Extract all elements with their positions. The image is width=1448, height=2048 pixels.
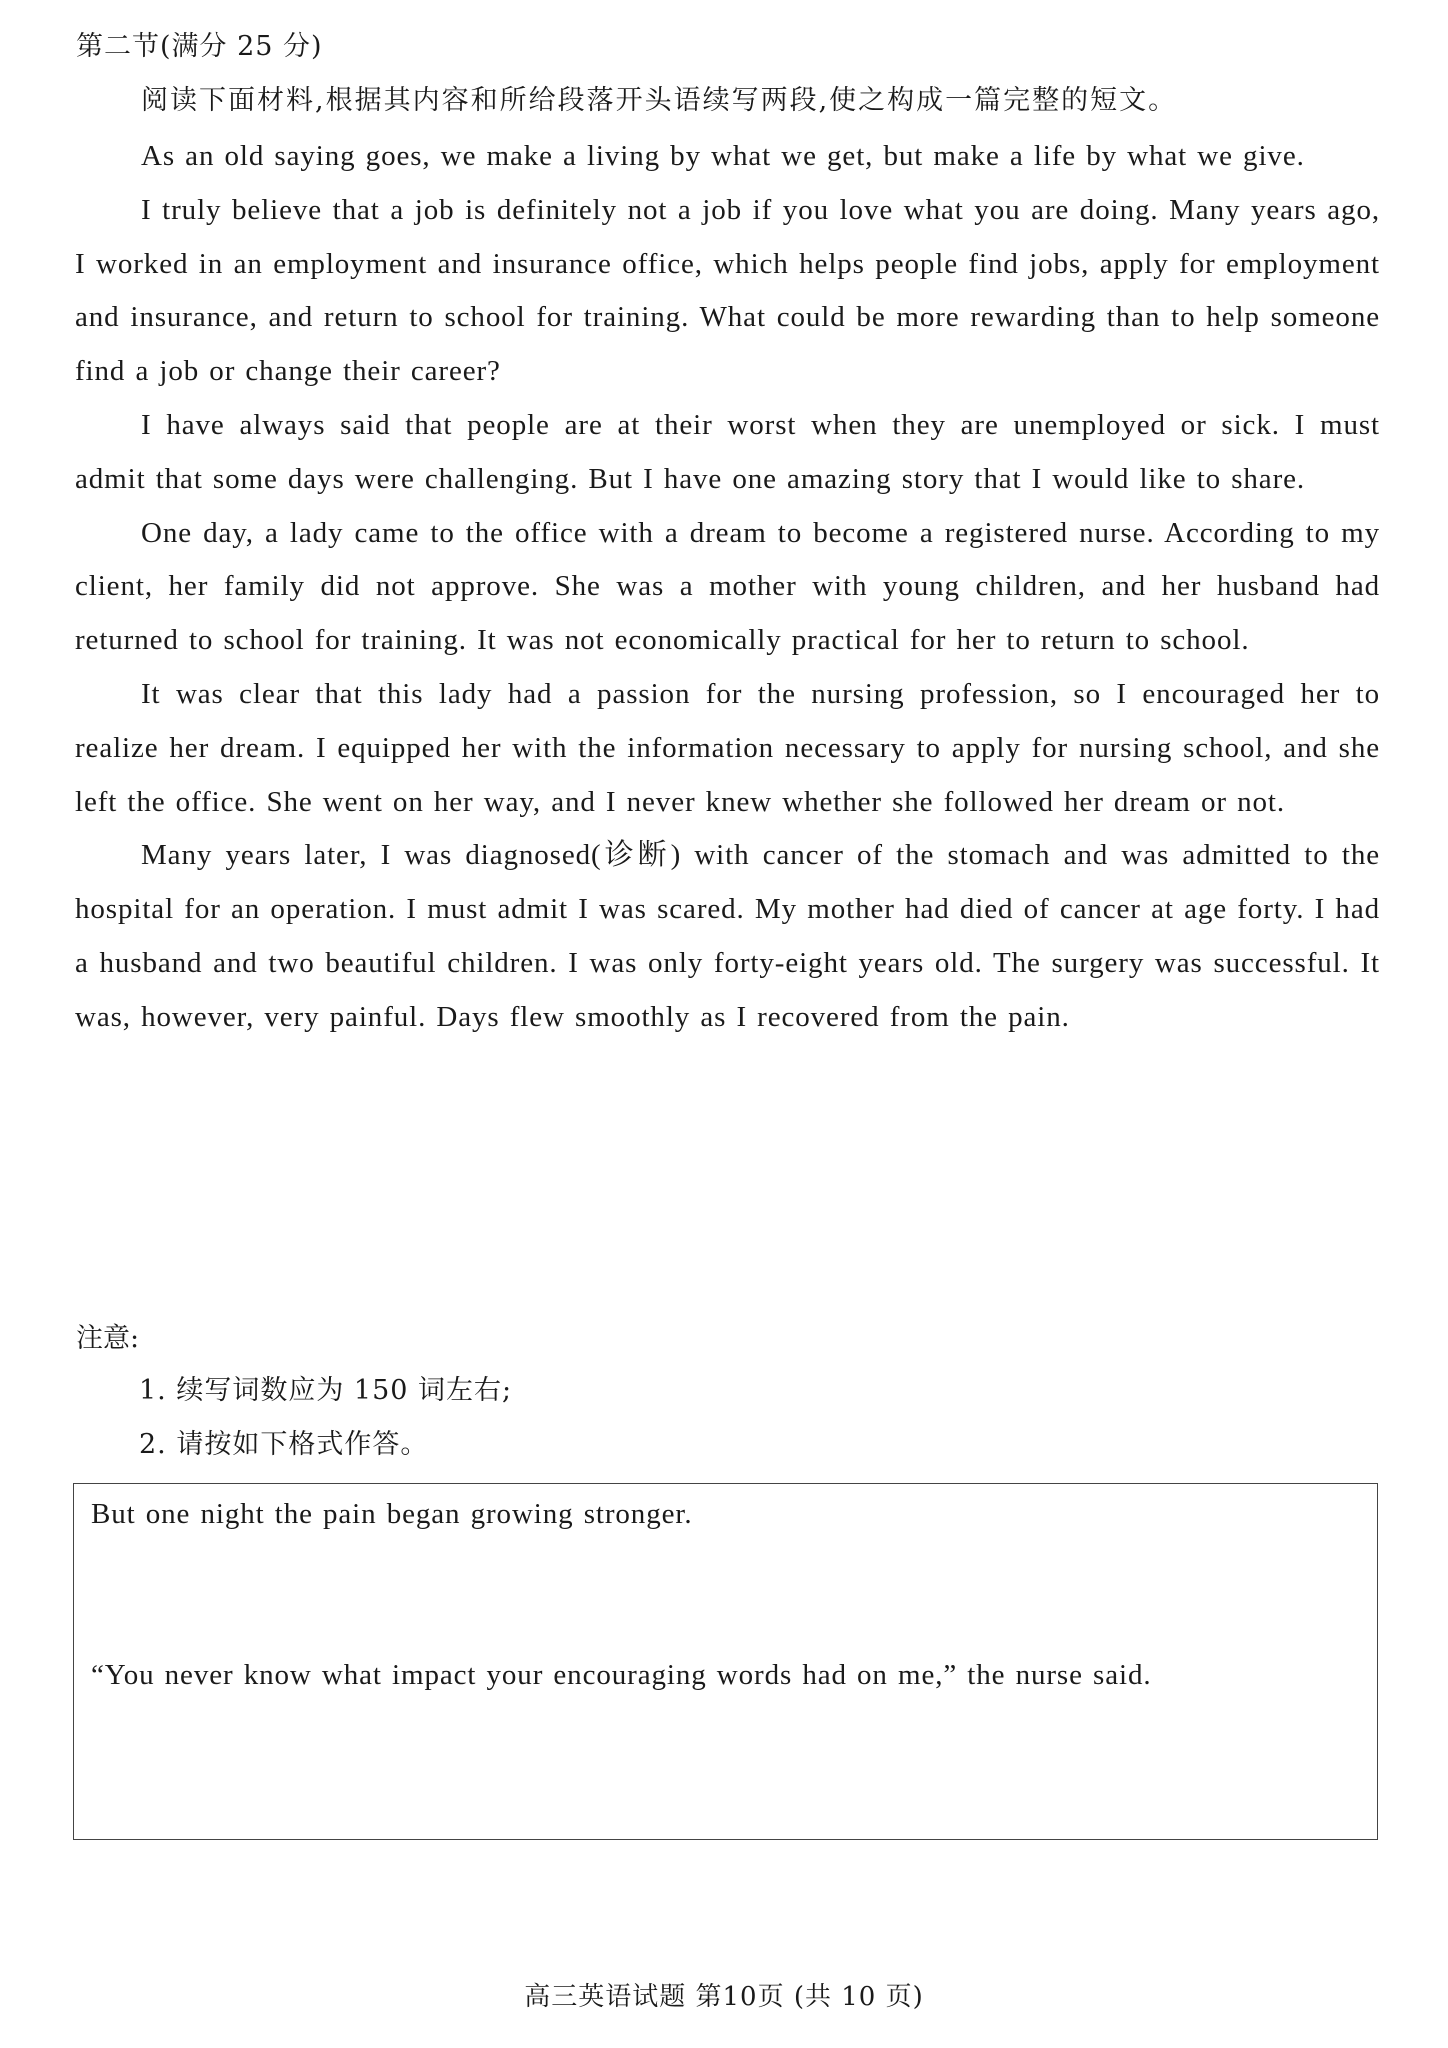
passage-paragraph: Many years later, I was diagnosed(诊断) with cancer of the stomach and was admitted to the hospital for an operation. I must admit I was scared. My mother had died of cancer at age forty. I had a husband and two beautiful children. I was only forty-eight years old. The surgery was successful. It was, however, very painful. Days flew smoothly as I recovered from the pain. <box>75 839 1380 1033</box>
task-instruction: 阅读下面材料,根据其内容和所给段落开头语续写两段,使之构成一篇完整的短文。 <box>141 85 1178 116</box>
notes-label: 注意: <box>76 1323 140 1354</box>
answer-box[interactable] <box>73 1483 1378 1840</box>
passage-paragraph: I have always said that people are at their worst when they are unemployed or sick. I must admit that some days were challenging. But I have one amazing story that I would like to share. <box>75 408 1380 495</box>
reading-passage <box>75 130 1380 1045</box>
paragraph-opening-2: “You never know what impact your encouraging words had on me,” the nurse said. <box>91 1659 1152 1691</box>
passage-paragraph: It was clear that this lady had a passion for the nursing profession, so I encouraged her to realize her dream. I equipped her with the information necessary to apply for nursing school, and she left the office. She went on her way, and I never knew whether she followed her dream or not. <box>75 677 1380 818</box>
note-item-word-count: 1. 续写词数应为 150 词左右; <box>139 1375 513 1406</box>
passage-paragraph: As an old saying goes, we make a living by what we get, but make a life by what we give. <box>141 140 1305 172</box>
paragraph-opening-1: But one night the pain began growing stronger. <box>91 1498 693 1530</box>
page-footer: 高三英语试题 第10页 (共 10 页) <box>524 1982 924 2012</box>
section-heading: 第二节(满分 25 分) <box>76 31 323 62</box>
note-item-format: 2. 请按如下格式作答。 <box>139 1429 429 1460</box>
passage-paragraph: I truly believe that a job is definitely not a job if you love what you are doing. Many years ago, I worked in an employment and insurance office, which helps people find jobs, apply for employment and insurance, and return to school for training. What could be more rewarding than to help someone find a job or change their career? <box>75 193 1380 388</box>
passage-paragraph: One day, a lady came to the office with a dream to become a registered nurse. According to my client, her family did not approve. She was a mother with young children, and her husband had returned to school for training. It was not economically practical for her to return to school. <box>75 516 1380 657</box>
